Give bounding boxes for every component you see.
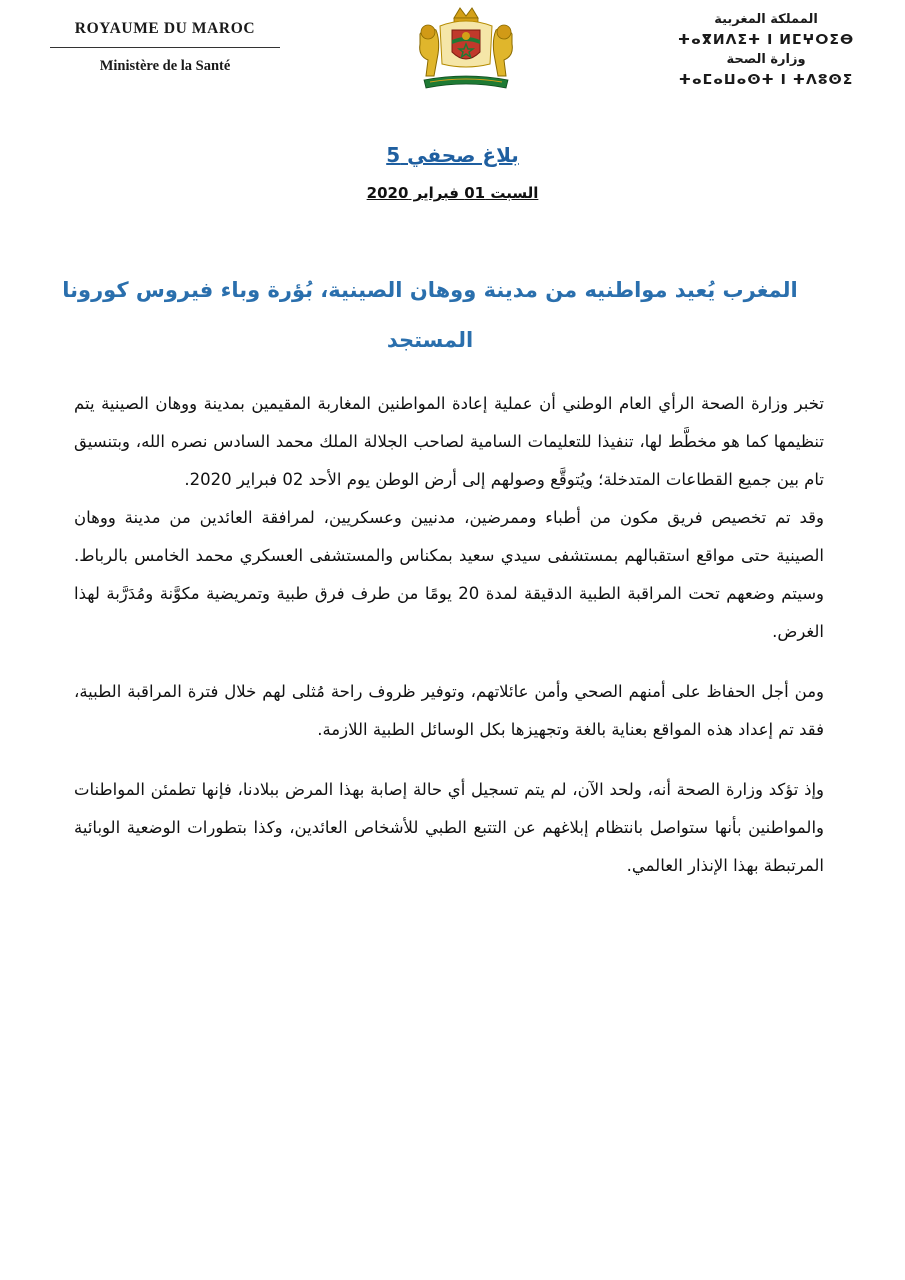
ministry-name-tifinagh: ⵜⴰⵎⴰⵡⴰⵙⵜ ⵏ ⵜⴷⵓⵙⵉ [678,72,854,88]
kingdom-name-fr: ROYAUME DU MAROC [74,20,256,37]
paragraph: ومن أجل الحفاظ على أمنهم الصحي وأمن عائلاتهم، وتوفير ظروف راحة مُثلى لهم خلال فترة المراقبة الطبية، فقد تم إعداد هذه المواقع بعناية بالغة وتجهيزها بكل الوسائل الطبية اللازمة. [74,682,824,739]
ministry-name-fr: Ministère de la Santé [99,58,231,74]
header-left [20,20,310,75]
header-right [651,10,881,90]
communique-title: بلاغ صحفي 5 [386,143,519,167]
kingdom-name-tifinagh: ⵜⴰⴳⵍⴷⵉⵜ ⵏ ⵍⵎⵖⵔⵉⴱ [677,32,855,48]
paragraph: تخبر وزارة الصحة الرأي العام الوطني أن عملية إعادة المواطنين المغاربة المقيمين بمدينة ووهان الصينية يتم تنظيمها كما هو مخطَّط لها، تنفيذا للتعليمات السامية لصاحب الجلالة الملك محمد السادس نصره الله، وبتنسيق تام بين جميع القطاعات المتدخلة؛ ويُتوقَّع وصولهم إلى أرض الوطن يوم الأحد 02 فبراير 2020. [74,394,824,489]
body-text [74,385,824,885]
header-divider [50,47,280,48]
paragraph: وقد تم تخصيص فريق مكون من أطباء وممرضين، مدنيين وعسكريين، لمرافقة العائدين من مدينة ووهان الصينية حتى مواقع استقبالهم بمستشفى سيدي سعيد بمكناس والمستشفى العسكري محمد الخامس بالرباط. وسيتم وضعهم تحت المراقبة الطبية الدقيقة لمدة 20 يومًا من طرف فرق طبية وتمريضية مكوَّنة ومُدَرَّبة لهذا الغرض. [74,508,825,641]
communique-date: السبت 01 فبراير 2020 [366,184,539,202]
kingdom-name-ar: المملكة المغربية [714,12,818,27]
headline: المغرب يُعيد مواطنيه من مدينة ووهان الصينية، بُؤرة وباء فيروس كورونا المستجد [62,278,798,352]
paragraph: وإذ تؤكد وزارة الصحة أنه، ولحد الآن، لم يتم تسجيل أي حالة إصابة بهذا المرض ببلادنا، فإنها تطمئن المواطنات والمواطنين بأنها ستواصل بانتظام إبلاغهم عن التتبع الطبي للأشخاص العائدين، وكذا بتطورات الوضعية الوبائية المرتبطة بهذا الإنذار العالمي. [74,780,824,875]
royal-emblem-icon [410,4,522,92]
ministry-name-ar: وزارة الصحة [726,52,806,67]
